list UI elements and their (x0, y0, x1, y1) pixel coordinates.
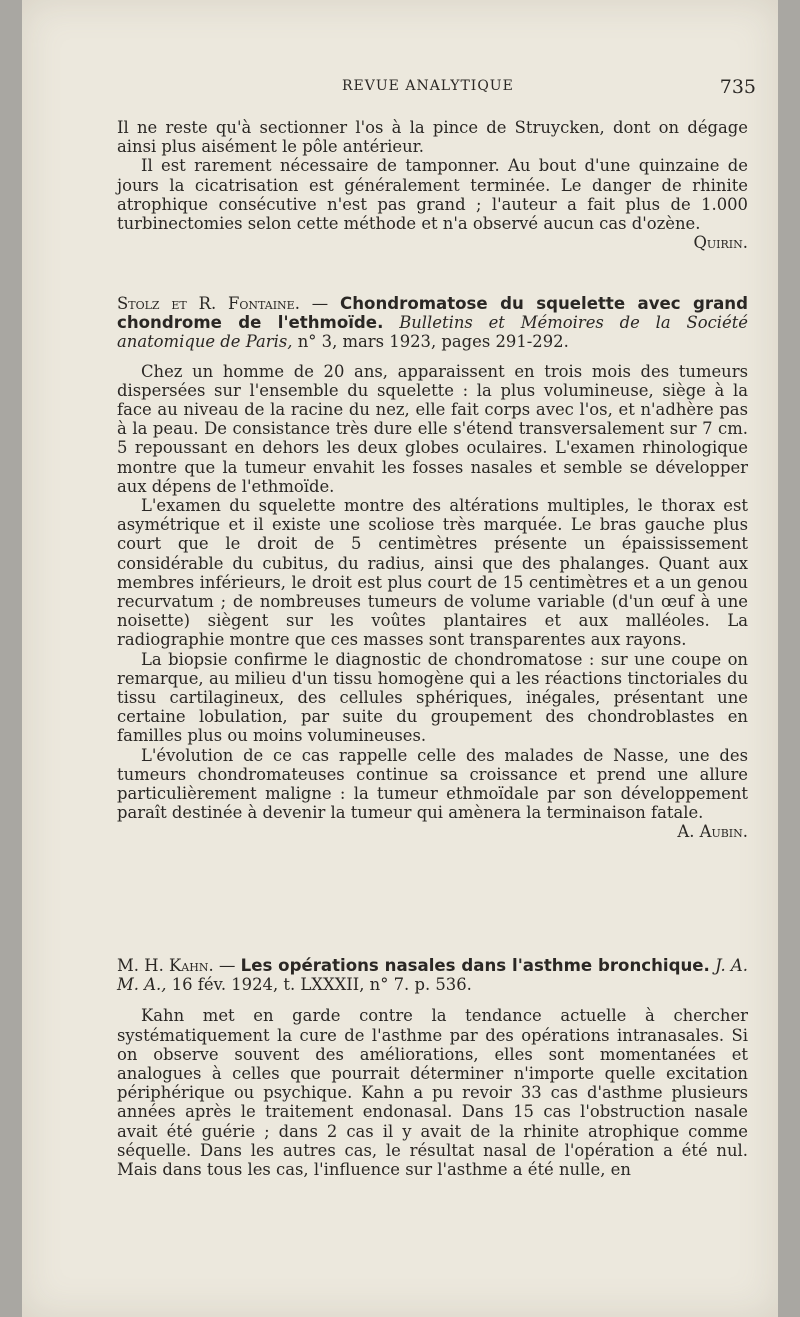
article-heading (117, 956, 748, 994)
paragraph (117, 745, 748, 842)
running-header (22, 76, 778, 100)
article-title: Les opérations nasales dans l'asthme bronchique. (240, 956, 710, 975)
paragraph: Chez un homme de 20 ans, apparaissent en trois mois des tumeurs dispersées sur l'ensemble du squelette : la plus volumineuse, siège à la face au niveau de la racine du nez, elle fait corps avec l'os, et n'adhère pas à la peau. De consistance très dure elle s'étend transversalement sur 7 cm. 5 repoussant en dehors les deux globes oculaires. L'examen rhinologique montre que la tumeur envahit les fosses nasales et semble se développer aux dépens de l'ethmoïde. (117, 361, 748, 496)
article-kahn (117, 956, 748, 1179)
article-heading (117, 294, 748, 352)
article-citation: n° 3, mars 1923, pages 291-292. (297, 332, 569, 352)
article-journal: J. A. M. A., (117, 956, 748, 995)
article-citation: 16 fév. 1924, t. LXXXII, n° 7. p. 536. (171, 975, 472, 995)
paragraph: Kahn met en garde contre la tendance actuelle à chercher systématiquement la cure de l'asthme par des opérations intranasales. Si on observe souvent des améliorations, elles sont momentanées et analogues à celles que pourrait déterminer n'importe quelle excitation périphérique ou psychique. Kahn a pu revoir 33 cas d'asthme plusieurs années après le traitement endonasal. Dans 15 cas l'obstruction nasale avait été guérie ; dans 2 cas il y avait de la rhinite atrophique comme séquelle. Dans les autres cas, le résultat nasal de l'opération a été nul. Mais dans tous les cas, l'influence sur l'asthme a été nulle, en (117, 1006, 748, 1180)
paragraph: Il est rarement nécessaire de tamponner. Au bout d'une quinzaine de jours la cicatrisation est généralement terminée. Le danger de rhinite atrophique consécutive n'est pas grand ; l'auteur a fait plus de 1.000 turbinectomies selon cette méthode et n'a observé aucun cas d'ozène. (117, 156, 748, 234)
paragraph-text: L'évolution de ce cas rappelle celle des malades de Nasse, une des tumeurs chondromateuses continue sa croissance et prend une allure particulièrement maligne : la tumeur ethmoïdale par son développement paraît destinée à devenir la tumeur qui amènera la terminaison fatale. (117, 745, 748, 823)
previous-article-continuation (117, 118, 748, 252)
page-number: 735 (719, 76, 756, 98)
article-authors: Stolz et R. Fontaine. — (117, 294, 329, 313)
article-authors: M. H. Kahn. — (117, 956, 236, 975)
article-stolz-fontaine (117, 294, 748, 842)
book-page (22, 0, 778, 1317)
paragraph: Il ne reste qu'à sectionner l'os à la pince de Struycken, dont on dégage ainsi plus aisément le pôle antérieur. (117, 118, 748, 157)
running-title: REVUE ANALYTIQUE (342, 78, 514, 94)
article-title: Chondromatose du squelette avec grand chondrome de l'ethmoïde. (117, 294, 748, 333)
paragraph: L'examen du squelette montre des altérations multiples, le thorax est asymétrique et il existe une scoliose très marquée. Le bras gauche plus court que le droit de 5 centimètres présente un épaississement considérable du cubitus, du radius, ainsi que des phalanges. Quant aux membres inférieurs, le droit est plus court de 15 centimètres et a un genou recurvatum ; de nombreuses tumeurs de volume variable (d'un œuf à une noisette) siègent sur les voûtes plantaires et aux malléoles. La radiographie montre que ces masses sont transparentes aux rayons. (117, 496, 748, 650)
paragraph: La biopsie confirme le diagnostic de chondromatose : sur une coupe on remarque, au milieu d'un tissu homogène qui a les réactions tinctoriales du tissu cartilagineux, des cellules sphériques, inégales, présentant une certaine lobulation, par suite du groupement des chondroblastes en familles plus ou moins volumineuses. (117, 649, 748, 746)
author-signature: Quirin. (693, 233, 748, 253)
article-journal: Bulletins et Mémoires de la Société anatomique de Paris, (117, 313, 748, 352)
author-signature: A. Aubin. (677, 822, 748, 842)
